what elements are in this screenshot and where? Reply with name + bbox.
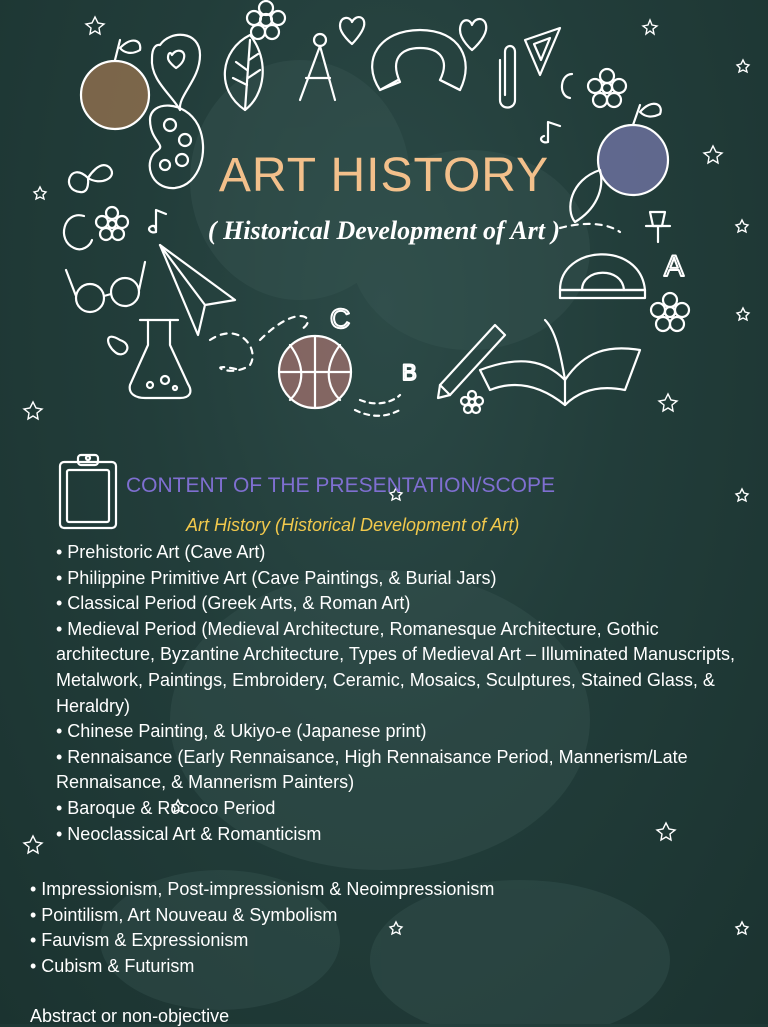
page-title: ART HISTORY — [218, 149, 550, 202]
section-subheading: Art History (Historical Development of Art) — [186, 515, 520, 535]
list-item: • Baroque & Rococo Period — [56, 797, 276, 818]
eyeglasses-icon — [66, 262, 145, 312]
list-item: • Pointilism, Art Nouveau & Symbolism — [30, 904, 338, 925]
flower-icon — [651, 293, 689, 331]
list-item: • Impressionism, Post-impressionism & Neoimpressionism — [30, 879, 495, 899]
topic-list-continued — [30, 877, 750, 979]
list-item: • Cubism & Futurism — [30, 955, 195, 976]
doodle-letter-b: B — [402, 360, 417, 385]
letter-c-icon — [562, 74, 572, 98]
paperclip-icon — [500, 46, 515, 108]
list-item: • Prehistoric Art (Cave Art) — [56, 542, 266, 562]
heart-icon — [168, 51, 184, 68]
music-note-icon — [541, 122, 560, 142]
heart-icon — [340, 17, 364, 44]
list-item: • Neoclassical Art & Romanticism — [56, 823, 322, 844]
footer-text: Abstract or non-objective — [30, 1006, 230, 1026]
list-item: • Fauvism & Expressionism — [30, 930, 249, 951]
list-item: • Rennaisance (Early Rennaisance, High Rennaisance Period, Mannerism/Late Rennaisance, & Mannerism Painters) — [56, 746, 688, 793]
section-heading: CONTENT OF THE PRESENTATION/SCOPE — [126, 474, 555, 497]
list-item: • Chinese Painting, & Ukiyo-e (Japanese print) — [56, 721, 427, 742]
magnet-icon — [372, 30, 466, 90]
doodle-letter-c: C — [330, 303, 351, 334]
topic-list — [56, 540, 756, 847]
list-item: • Philippine Primitive Art (Cave Paintings, & Burial Jars) — [56, 567, 497, 588]
list-item: • Medieval Period (Medieval Architecture, Romanesque Architecture, Gothic architecture, Byzantine Architecture, Types of Medieval Art – Illuminated Manuscripts, Metalwork, Paintings, Embroidery, Ceramic, Mosaics, Sculptures, Stained Glass, & Heraldry) — [56, 618, 735, 716]
flower-icon — [461, 391, 483, 413]
list-item: • Classical Period (Greek Arts, & Roman Art) — [56, 593, 411, 614]
heart-icon — [460, 19, 486, 50]
ball-icon — [279, 336, 351, 408]
apple-icon — [81, 40, 149, 129]
triangle-ruler-icon — [525, 28, 560, 75]
page-subtitle: ( Historical Development of Art ) — [207, 216, 561, 245]
flower-icon — [247, 1, 285, 39]
flask-icon — [108, 320, 190, 398]
heart-speech-icon — [152, 35, 200, 110]
clipboard-icon — [60, 455, 116, 528]
flower-icon — [588, 69, 626, 107]
doodle-letter-a: A — [664, 250, 685, 283]
